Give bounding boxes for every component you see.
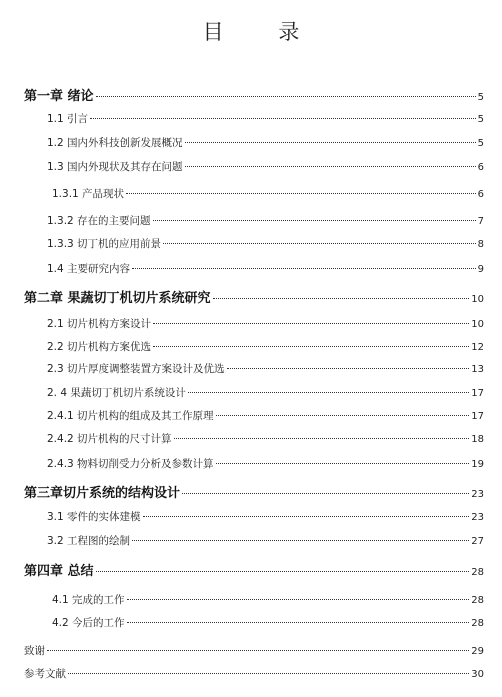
toc-entry-page: 28 [471,618,484,629]
toc-entry-2-2[interactable] [47,339,484,354]
dot-leader [143,516,470,517]
toc-entry-label: 2.1 切片机构方案设计 [47,318,152,330]
toc-entry-page: 10 [471,294,484,305]
toc-entry-page: 23 [471,512,484,523]
dot-leader [188,392,469,393]
toc-entry-page: 29 [471,646,484,657]
toc-entry-page: 9 [477,264,484,275]
toc-entry-2-4-2[interactable] [47,431,484,446]
toc-entry-acknowledgements[interactable] [24,643,484,658]
toc-entry-references[interactable] [24,666,484,681]
toc-entry-page: 30 [471,669,484,680]
toc-entry-page: 5 [477,92,484,103]
toc-entry-3-2[interactable] [47,533,484,548]
toc-entry-label: 第三章切片系统的结构设计 [24,486,181,501]
dot-leader [132,540,469,541]
toc-entry-chapter-4[interactable] [24,560,484,579]
toc-entry-page: 17 [471,388,484,399]
dot-leader [153,346,469,347]
toc-entry-page: 18 [471,434,484,445]
toc-entry-label: 3.2 工程图的绘制 [47,535,131,547]
toc-entry-label: 2.3 切片厚度调整装置方案设计及优选 [47,363,225,375]
toc-entry-label: 参考文献 [24,668,66,680]
toc-entry-label: 1.3.2 存在的主要问题 [47,215,151,227]
toc-entry-label: 2.4.2 切片机构的尺寸计算 [47,433,172,445]
toc-entry-page: 8 [477,239,484,250]
toc-entry-label: 4.1 完成的工作 [52,594,125,606]
dot-leader [90,118,476,119]
toc-entry-label: 第一章 绪论 [24,89,94,104]
toc-entry-label: 1.3.3 切丁机的应用前景 [47,238,162,250]
dot-leader [182,493,469,494]
toc-entry-4-2[interactable] [52,615,484,630]
toc-entry-4-1[interactable] [52,592,484,607]
toc-entry-1-3-1[interactable] [52,186,484,201]
toc-entry-label: 2. 4 果蔬切丁机切片系统设计 [47,387,186,399]
toc-entry-2-4-1[interactable] [47,408,484,423]
toc-entry-page: 19 [471,459,484,470]
dot-leader [213,298,470,299]
toc-entry-page: 6 [477,162,484,173]
toc-entry-label: 2.2 切片机构方案优选 [47,341,152,353]
toc-entry-page: 10 [471,319,484,330]
toc-entry-label: 1.1 引言 [47,113,89,125]
toc-entry-1-3-2[interactable] [47,213,484,228]
toc-entry-page: 23 [471,489,484,500]
toc-entry-1-4[interactable] [47,261,484,276]
dot-leader [216,415,470,416]
toc-entry-2-1[interactable] [47,316,484,331]
toc-entry-page: 12 [471,342,484,353]
dot-leader [127,622,470,623]
toc-entry-page: 5 [477,114,484,125]
dot-leader [185,142,476,143]
toc-entry-chapter-1[interactable] [24,85,484,104]
toc-entry-page: 5 [477,138,484,149]
dot-leader [174,438,470,439]
dot-leader [96,96,476,97]
toc-entry-label: 1.2 国内外科技创新发展概况 [47,137,183,149]
toc-entry-page: 27 [471,536,484,547]
dot-leader [216,463,470,464]
toc-entry-1-3-3[interactable] [47,236,484,251]
toc-entry-label: 致谢 [24,645,45,657]
toc-entry-label: 第四章 总结 [24,564,94,579]
toc-entry-label: 第二章 果蔬切丁机切片系统研究 [24,291,211,306]
dot-leader [132,268,476,269]
toc-entry-page: 6 [477,189,484,200]
dot-leader [47,650,469,651]
toc-entry-page: 13 [471,364,484,375]
toc-entry-1-3[interactable] [47,159,484,174]
toc-entry-chapter-2[interactable] [24,287,484,306]
toc-entry-2-3[interactable] [47,361,484,376]
toc-entry-3-1[interactable] [47,509,484,524]
toc-title: 目 录 [202,20,324,44]
dot-leader [153,323,469,324]
toc-entry-page: 17 [471,411,484,422]
toc-entry-label: 1.3.1 产品现状 [52,188,125,200]
toc-entry-page: 7 [477,216,484,227]
dot-leader [127,599,470,600]
dot-leader [96,571,470,572]
toc-entry-2-4[interactable] [47,385,484,400]
dot-leader [227,368,470,369]
dot-leader [163,243,476,244]
dot-leader [153,220,476,221]
toc-entry-page: 28 [471,595,484,606]
toc-entry-label: 1.4 主要研究内容 [47,263,131,275]
toc-entry-label: 3.1 零件的实体建模 [47,511,141,523]
toc-entry-chapter-3[interactable] [24,482,484,501]
toc-entry-1-1[interactable] [47,111,484,126]
dot-leader [126,193,476,194]
toc-entry-label: 2.4.1 切片机构的组成及其工作原理 [47,410,214,422]
toc-entry-label: 2.4.3 物料切削受力分析及参数计算 [47,458,214,470]
toc-entry-label: 4.2 今后的工作 [52,617,125,629]
dot-leader [68,673,469,674]
toc-entry-label: 1.3 国内外现状及其存在问题 [47,161,183,173]
dot-leader [185,166,476,167]
toc-entry-1-2[interactable] [47,135,484,150]
toc-entry-page: 28 [471,567,484,578]
toc-entry-2-4-3[interactable] [47,456,484,471]
